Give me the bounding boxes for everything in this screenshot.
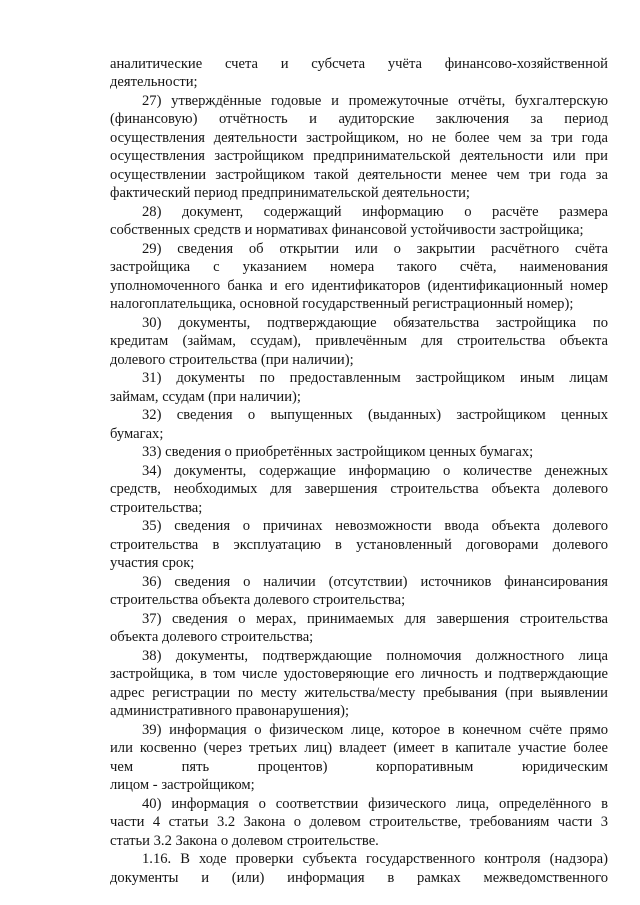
text-line: собственных средств и нормативах финансовой устойчивости застройщика; — [110, 222, 584, 238]
text-line: адрес регистрации по месту жительства/месту пребывания (при выявлении — [110, 685, 608, 701]
text-line: осуществления деятельности застройщиком, но не более чем за три года — [110, 130, 608, 146]
text-line: осуществления застройщиком предпринимательской деятельности или при — [110, 148, 608, 164]
text-line: 28) документ, содержащий информацию о расчёте размера — [142, 204, 608, 220]
text-line: деятельности; — [110, 74, 198, 90]
text-line: фактический период предпринимательской деятельности; — [110, 185, 470, 201]
text-line: 31) документы по предоставленным застройщиком иным лицам — [142, 370, 608, 386]
text-line: бумагах; — [110, 426, 164, 442]
text-line: 38) документы, подтверждающие полномочия должностного лица — [142, 648, 608, 664]
text-line: 29) сведения об открытии или о закрытии расчётного счёта — [142, 241, 608, 257]
text-line: документы и (или) информация в рамках межведомственного — [110, 870, 608, 886]
text-line: застройщика с указанием номера такого счёта, наименования — [110, 259, 608, 275]
text-line: строительства; — [110, 500, 203, 516]
text-line: или косвенно (через третьих лиц) владеет (имеет в капитале участие более — [110, 740, 608, 756]
text-line: налогоплательщика, основной государственный регистрационный номер); — [110, 296, 574, 312]
text-line: строительства объекта долевого строительства; — [110, 592, 406, 608]
text-line: участия срок; — [110, 555, 195, 571]
text-line: статьи 3.2 Закона о долевом строительстве. — [110, 833, 379, 849]
text-line: 27) утверждённые годовые и промежуточные отчёты, бухгалтерскую — [142, 93, 608, 109]
text-line: 34) документы, содержащие информацию о количестве денежных — [142, 463, 608, 479]
text-line: строительства в эксплуатацию в установленный договорами долевого — [110, 537, 608, 553]
text-line: (финансовую) отчётность и аудиторские заключения за период — [110, 111, 608, 127]
text-line: административного правонарушения); — [110, 703, 350, 719]
text-line: 1.16. В ходе проверки субъекта государственного контроля (надзора) — [142, 851, 608, 867]
text-line: части 4 статьи 3.2 Закона о долевом строительстве, требованиям части 3 — [110, 814, 608, 830]
text-line: долевого строительства (при наличии); — [110, 352, 354, 368]
text-line: 35) сведения о причинах невозможности ввода объекта долевого — [142, 518, 608, 534]
text-line: 33) сведения о приобретённых застройщиком ценных бумагах; — [142, 444, 534, 460]
text-line: 39) информация о физическом лице, которое в конечном счёте прямо — [142, 722, 608, 738]
text-line: 40) информация о соответствии физического лица, определённого в — [142, 796, 608, 812]
text-line: средств, необходимых для завершения строительства объекта долевого — [110, 481, 608, 497]
text-line: лицом - застройщиком; — [110, 777, 255, 793]
text-line: 32) сведения о выпущенных (выданных) застройщиком ценных — [142, 407, 608, 423]
text-line: застройщика, в том числе удостоверяющие его личность и подтверждающие — [110, 666, 608, 682]
text-line: 37) сведения о мерах, принимаемых для завершения строительства — [142, 611, 608, 627]
text-line: аналитические счета и субсчета учёта финансово-хозяйственной — [110, 56, 608, 72]
text-line: осуществлении застройщиком такой деятельности менее чем три года за — [110, 167, 608, 183]
text-line: объекта долевого строительства; — [110, 629, 314, 645]
text-line: кредитам (займам, ссудам), привлечённым для строительства объекта — [110, 333, 608, 349]
text-line: займам, ссудам (при наличии); — [110, 389, 301, 405]
text-line: 30) документы, подтверждающие обязательства застройщика по — [142, 315, 608, 331]
text-line: чем пять процентов) корпоративным юридическим — [110, 759, 608, 775]
text-line: уполномоченного банка и его идентификаторов (идентификационный номер — [110, 278, 608, 294]
text-line: 36) сведения о наличии (отсутствии) источников финансирования — [142, 574, 608, 590]
